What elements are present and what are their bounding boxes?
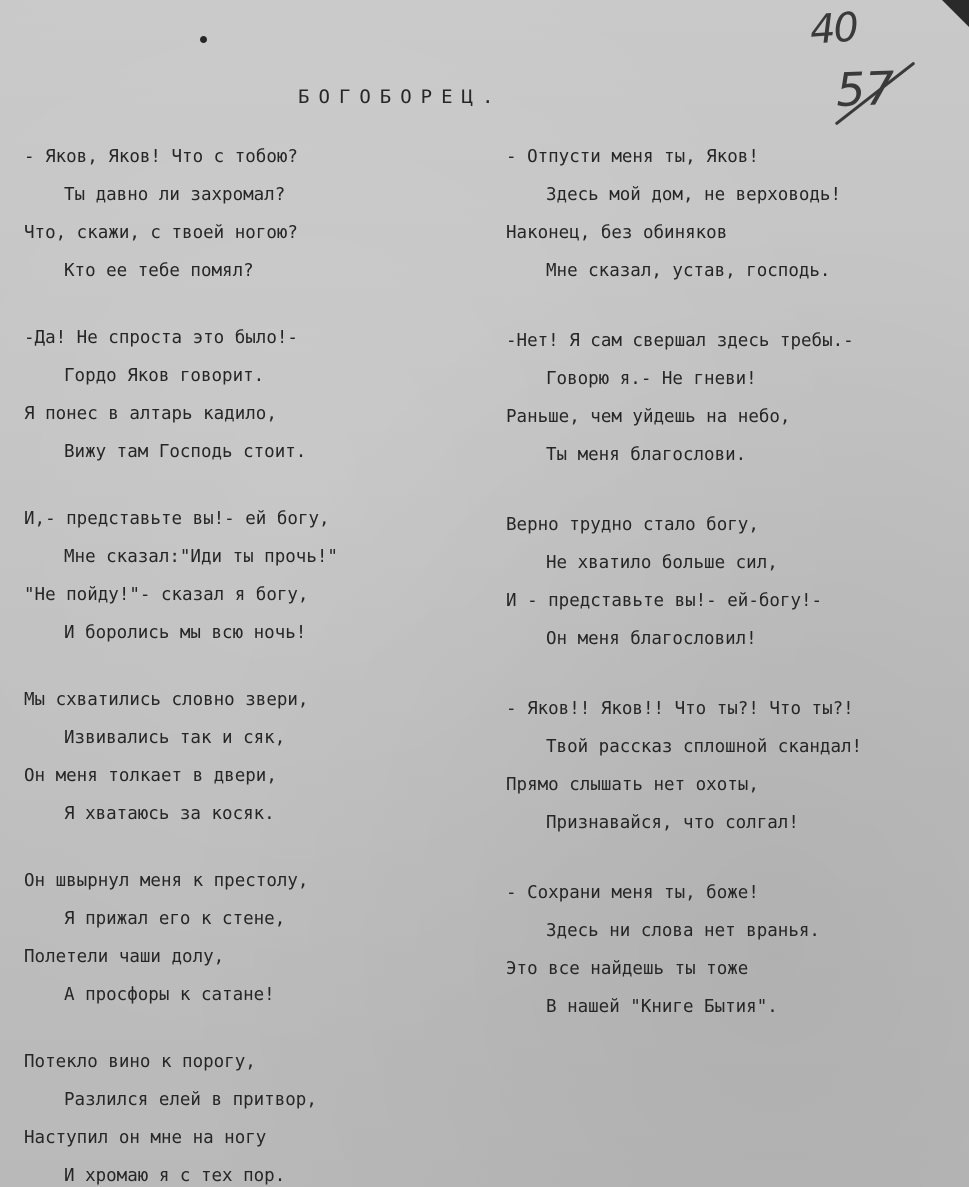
verse-line: Я прижал его к стене, (64, 909, 286, 929)
verse-line: Я понес в алтарь кадило, (24, 404, 277, 424)
stanza (24, 862, 444, 1014)
verse-line: Это все найдешь ты тоже (506, 959, 749, 979)
verse-line: Наконец, без обиняков (506, 223, 728, 243)
verse-line: Не хватило больше сил, (546, 553, 778, 573)
verse-line: - Отпусти меня ты, Яков! (506, 147, 759, 167)
verse-line: Потекло вино к порогу, (24, 1052, 256, 1072)
verse-line: Наступил он мне на ногу (24, 1128, 267, 1148)
stanza (506, 138, 951, 290)
stanza (506, 322, 951, 474)
verse-line: Он меня толкает в двери, (24, 766, 277, 786)
verse-line: Прямо слышать нет охоты, (506, 775, 759, 795)
verse-line: Кто ее тебе помял? (64, 261, 254, 281)
verse-line: Ты давно ли захромал? (64, 185, 286, 205)
verse-line: Верно трудно стало богу, (506, 515, 759, 535)
verse-line: -Да! Не спроста это было!- (24, 328, 298, 348)
verse-line: Раньше, чем уйдешь на небо, (506, 407, 791, 427)
verse-line: Вижу там Господь стоит. (64, 442, 307, 462)
verse-line: И боролись мы всю ночь! (64, 623, 307, 643)
verse-line: Мы схватились словно звери, (24, 690, 309, 710)
verse-line: Признавайся, что солгал! (546, 813, 799, 833)
verse-line: Ты меня благослови. (546, 445, 747, 465)
ink-dot (200, 36, 207, 43)
stanza (24, 1043, 444, 1187)
verse-line: А просфоры к сатане! (64, 985, 275, 1005)
verse-line: Он швырнул меня к престолу, (24, 871, 309, 891)
stanza (506, 690, 951, 842)
stanza (506, 874, 951, 1026)
left-column (24, 138, 444, 1187)
verse-line: Мне сказал, устав, господь. (546, 261, 831, 281)
poem-title: БОГОБОРЕЦ. (298, 86, 503, 108)
verse-line: Здесь ни слова нет вранья. (546, 921, 820, 941)
verse-line: "Не пойду!"- сказал я богу, (24, 585, 309, 605)
verse-line: Что, скажи, с твоей ногою? (24, 223, 298, 243)
verse-line: Извивались так и сяк, (64, 728, 286, 748)
folio-number: 57 (835, 60, 896, 118)
verse-line: Мне сказал:"Иди ты прочь!" (64, 547, 338, 567)
stanza (24, 681, 444, 833)
verse-line: Полетели чаши долу, (24, 947, 225, 967)
verse-line: В нашей "Книге Бытия". (546, 997, 778, 1017)
verse-line: -Нет! Я сам свершал здесь требы.- (506, 331, 854, 351)
verse-line: Гордо Яков говорит. (64, 366, 265, 386)
archive-number: 40 (808, 4, 859, 54)
verse-line: Твой рассказ сплошной скандал! (546, 737, 863, 757)
right-column (506, 138, 951, 1058)
stanza (506, 506, 951, 658)
verse-line: Он меня благословил! (546, 629, 757, 649)
verse-line: И,- представьте вы!- ей богу, (24, 509, 330, 529)
verse-line: И - представьте вы!- ей-богу!- (506, 591, 823, 611)
verse-line: И хромаю я с тех пор. (64, 1166, 286, 1186)
verse-line: - Яков!! Яков!! Что ты?! Что ты?! (506, 699, 854, 719)
page-corner-shadow (931, 0, 969, 38)
stanza (24, 138, 444, 290)
verse-line: - Яков, Яков! Что с тобою? (24, 147, 298, 167)
stanza (24, 319, 444, 471)
verse-line: Я хватаюсь за косяк. (64, 804, 275, 824)
verse-line: Здесь мой дом, не верховодь! (546, 185, 842, 205)
verse-line: - Сохрани меня ты, боже! (506, 883, 759, 903)
verse-line: Говорю я.- Не гневи! (546, 369, 757, 389)
verse-line: Разлился елей в притвор, (64, 1090, 317, 1110)
stanza (24, 500, 444, 652)
